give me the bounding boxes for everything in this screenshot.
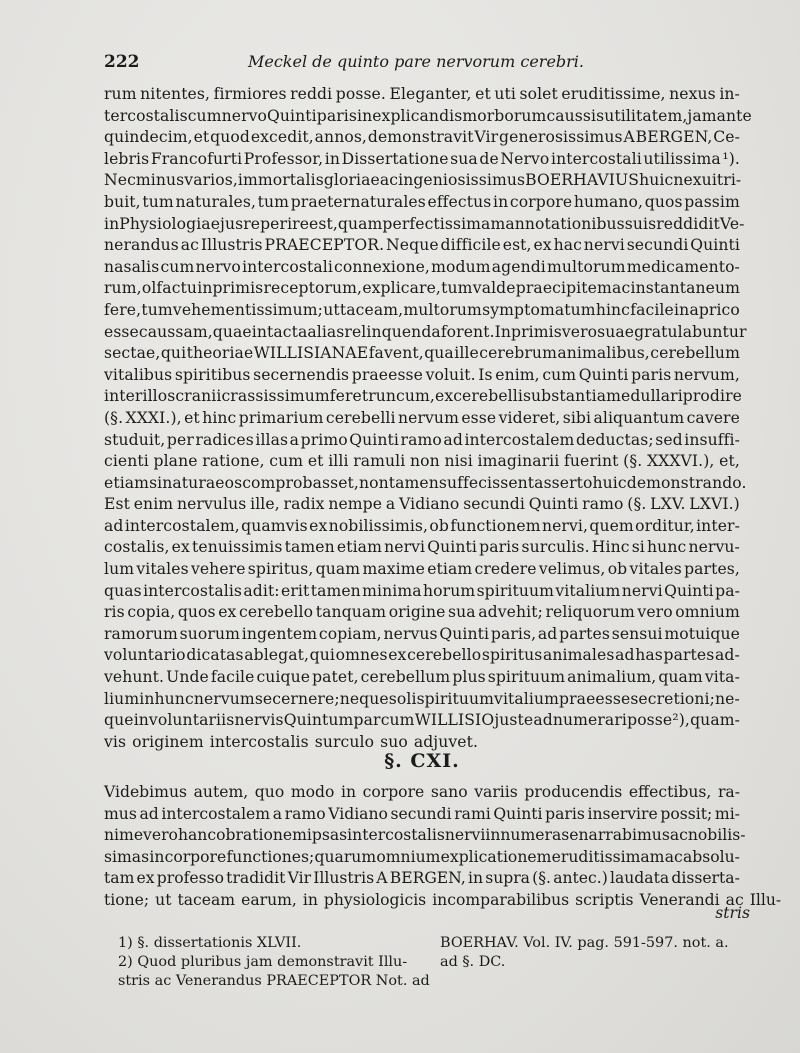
text-line: rum, olfactu inprimis receptorum, explicare, tum valde praecipitem ac instantaneum [104, 279, 740, 298]
text-line: studuit, per radices illas a primo Quinti ramo ad intercostalem deductas; sed insuffi- [104, 430, 740, 449]
text-line: in Physiologia ejus reperire est, quam perfectissimam annotationibus suis reddidit Ve- [104, 214, 745, 233]
footnote-rule [104, 930, 740, 931]
text-line: vitalibus spiritibus secernendis praeesse voluit. Is enim, cum Quinti paris nervum, [104, 365, 740, 384]
text-line: vehunt. Unde facile cuique patet, cerebellum plus spirituum animalium, quam vita- [104, 668, 740, 687]
text-line: ad intercostalem, quamvis ex nobilissimis, ob functionem nervi, quem orditur, inter- [104, 516, 740, 535]
text-line: tione; ut taceam earum, in physiologicis incomparabilibus scriptis Venerandi ac Illu- [104, 890, 782, 909]
text-line: vis originem intercostalis surculo suo adjuvet. [104, 732, 479, 751]
text-line: cienti plane ratione, cum et illi ramuli non nisi imaginarii fuerint (§. XXXVI.), et, [104, 452, 740, 471]
text-line: esse caussam, quae intacta alias relinquenda forent. Inprimis vero suae gratulabuntur [104, 322, 747, 341]
text-line: costalis, ex tenuissimis tamen etiam nervi Quinti paris surculis. Hinc si hunc nervu- [104, 538, 740, 557]
catchword: stris [715, 904, 750, 922]
footnotes-left-column [118, 934, 428, 991]
text-line: lebris Francofurti Professor, in Dissertatione sua de Nervo intercostali utilissima ¹). [104, 149, 740, 168]
footnote-line: 2) Quod pluribus jam demonstravit Illu- [118, 954, 408, 970]
text-line: nasalis cum nervo intercostali connexione, modum agendi multorum medicamento- [104, 257, 740, 276]
text-line: quas intercostalis adit: erit tamen minima horum spirituum vitalium nervi Quinti pa- [104, 581, 740, 600]
paragraph-section-cxi [104, 782, 782, 912]
text-line: tam ex professo tradidit Vir Illustris A BERGEN, in supra (§. antec.) laudata disserta- [104, 869, 740, 888]
text-line: rum nitentes, firmiores reddi posse. Eleganter, et uti solet eruditissime, nexus in- [104, 85, 740, 103]
text-line: voluntario dicatas ablegat, qui omnes ex cerebello spiritus animales ad has partes ad- [104, 646, 740, 665]
text-line: fere, tum vehementissimum; ut taceam, multorum symptomatum hinc facile in aprico [104, 300, 740, 319]
text-line: ris copia, quos ex cerebello tanquam origine sua advehit; reliquorum vero omnium [104, 603, 740, 622]
text-line: lum vitales vehere spiritus, quam maxime etiam credere velimus, ob vitales partes, [104, 560, 740, 579]
text-line: inter illos cranii crassissimum fere truncum, ex cerebelli substantia medullari prodire [104, 387, 742, 406]
text-line: nime vero hanc ob rationem ipsas intercostalis nervi innumeras enarrabimus ac nobilis- [104, 826, 746, 845]
footnote-line: 1) §. dissertationis XLVII. [118, 935, 302, 951]
text-line: Nec minus varios, immortalis gloriae ac ingeniosissimus BOERHAVIUS huic nexui tri- [104, 171, 742, 190]
text-line: quindecim, et quod excedit, annos, demonstravit Vir generosissimus A BERGEN, Ce- [104, 128, 740, 147]
text-line: Videbimus autem, quo modo in corpore sano variis producendis effectibus, ra- [104, 783, 740, 801]
text-line: sectae, qui theoriae WILLISIANAE favent, qua ille cerebrum animalibus, cerebellum [104, 344, 740, 363]
page-header [96, 52, 736, 78]
footnotes-right-column [440, 934, 740, 972]
text-line: lium in hunc nervum secernere; neque soli spirituum vitalium praeesse secretioni; ne- [104, 689, 740, 708]
text-line: que involuntariis nervis Quintum par cum WILLISIO juste adnumerari posse ²), quam- [104, 711, 740, 730]
text-line: nerandus ac Illustris PRAECEPTOR. Neque difficile est, ex hac nervi secundi Quinti [104, 236, 740, 255]
footnote-line: stris ac Venerandus PRAECEPTOR Not. ad [118, 973, 430, 989]
text-line: (§. XXXI.), et hinc primarium cerebelli nervum esse videret, sibi aliquantum cavere [104, 408, 740, 427]
text-line: Est enim nervulus ille, radix nempe a Vidiano secundi Quinti ramo (§. LXV. LXVI.) [104, 495, 740, 514]
footnote-line: ad §. DC. [440, 954, 506, 970]
paragraph-main [104, 84, 752, 753]
text-line: tercostalis cum nervo Quinti paris in explicandis morborum caussis utilitatem, jam ante [104, 106, 752, 125]
text-line: mus ad intercostalem a ramo Vidiano secundi rami Quinti paris inservire possit; mi- [104, 804, 740, 823]
text-line: buit, tum naturales, tum praeternaturales effectus in corpore humano, quos passim [104, 192, 740, 211]
section-heading: §. CXI. [384, 750, 460, 772]
page-number: 222 [104, 52, 140, 72]
text-line: ramorum suorum ingentem copiam, nervus Quinti paris, ad partes sensui motuique [104, 624, 740, 643]
footnotes [104, 934, 740, 994]
text-line: etiamsi natura eos comprobasset, non tamen suffecissent asserto huic demonstrando. [104, 473, 747, 492]
text-line: simas in corpore functiones; quarum omnium explicationem eruditissimam ac absolu- [104, 847, 740, 866]
running-head: Meckel de quinto pare nervorum cerebri. [247, 52, 585, 71]
footnote-line: BOERHAV. Vol. IV. pag. 591-597. not. a. [440, 935, 729, 951]
